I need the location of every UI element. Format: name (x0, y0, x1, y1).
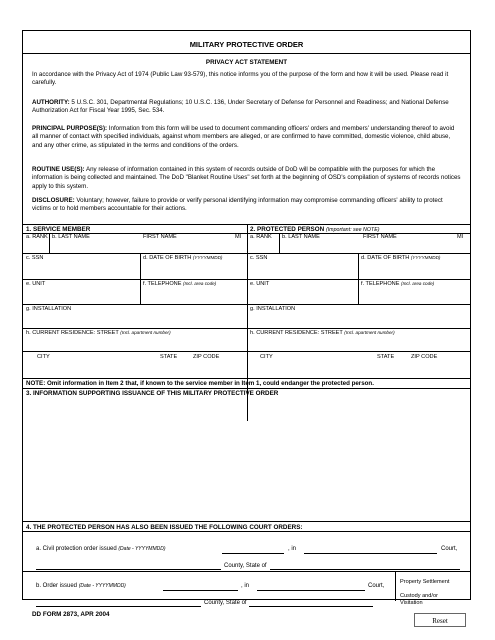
civil-order-date-field[interactable] (222, 553, 284, 554)
custody-visitation-label: Custody and/or Visitation (400, 593, 438, 606)
purpose-paragraph: PRINCIPAL PURPOSE(S): Information from this form will be used to document commanding officers' orders and members' understanding thereof to avoid all manner of contact with specified individuals, against whom members are alleged, or are confirmed to have committed, domestic violence, child abuse, and any other crime, as stipulated in the terms and conditions of the orders. (32, 125, 455, 149)
cell-divider (358, 279, 359, 304)
divider (23, 531, 470, 532)
divider (23, 388, 470, 389)
section3-title: 3. INFORMATION SUPPORTING ISSUANCE OF THIS MILITARY PROTECTIVE ORDER (26, 390, 279, 397)
divider (23, 304, 470, 305)
note-text: NOTE: Omit information in Item 2 that, if known to the service member in Item 1, could endanger the protected person. (26, 380, 374, 387)
in-text: , in (241, 583, 250, 589)
reset-button[interactable]: Reset (414, 613, 466, 627)
s2-rank-label: a. RANK (250, 234, 272, 240)
order-court-field[interactable] (257, 590, 365, 591)
section4-title: 4. THE PROTECTED PERSON HAS ALSO BEEN ISSUED THE FOLLOWING COURT ORDERS: (26, 524, 303, 531)
s1-residence-label: h. CURRENT RESIDENCE: STREET (Incl. apartment number) (26, 330, 171, 336)
s1-city-label: CITY (37, 354, 50, 360)
s2-mi-label: MI (457, 234, 464, 240)
s2-dob-label: d. DATE OF BIRTH (YYYYMMDD) (361, 255, 441, 261)
order-state-field[interactable] (249, 606, 373, 607)
cell-divider (140, 253, 141, 279)
divider (23, 378, 470, 379)
s2-state-label: STATE (377, 354, 395, 360)
court-order-b-label: b. Order issued (Date - YYYYMMDD) (36, 583, 126, 589)
divider (23, 571, 470, 572)
civil-order-court-field[interactable] (304, 553, 437, 554)
divider (23, 253, 470, 254)
cell-divider (279, 233, 280, 253)
s1-ssn-label: c. SSN (26, 255, 44, 261)
civil-order-county-field[interactable] (36, 569, 221, 570)
s2-last-name-label: b. LAST NAME (282, 234, 320, 240)
county-state-text: County, State of (204, 600, 247, 606)
privacy-act-title: PRIVACY ACT STATEMENT (205, 59, 288, 66)
civil-order-state-field[interactable] (270, 569, 460, 570)
divider (23, 233, 470, 234)
divider (23, 53, 470, 54)
s2-first-name-label: FIRST NAME (363, 234, 397, 240)
s1-first-name-label: FIRST NAME (143, 234, 177, 240)
cell-divider (395, 571, 396, 601)
s2-zip-label: ZIP CODE (411, 354, 438, 360)
section1-title: 1. SERVICE MEMBER (26, 226, 91, 233)
property-settlement-label: Property Settlement (400, 579, 450, 585)
form-id: DD FORM 2873, APR 2004 (32, 611, 110, 618)
divider (23, 328, 470, 329)
divider (23, 521, 470, 522)
in-text: , in (288, 546, 297, 552)
order-date-field[interactable] (163, 590, 238, 591)
s1-dob-label: d. DATE OF BIRTH (YYYYMMDD) (143, 255, 223, 261)
intro-paragraph: In accordance with the Privacy Act of 1974 (Public Law 93-579), this notice informs you of the purpose of the form and how it will be used. Please read it carefully. (32, 71, 449, 87)
s2-telephone-label: f. TELEPHONE (Incl. area code) (361, 281, 435, 287)
cell-divider (140, 279, 141, 304)
order-county-field[interactable] (36, 606, 201, 607)
s2-ssn-label: c. SSN (250, 255, 268, 261)
court-order-a-label: a. Civil protection order issued (Date - YYYYMMDD) (36, 546, 166, 552)
s2-unit-label: e. UNIT (250, 281, 270, 287)
form-page (22, 30, 471, 606)
s1-installation-label: g. INSTALLATION (26, 306, 72, 312)
routine-use-paragraph: ROUTINE USE(S): Any release of information contained in this system of records outside of DoD will be compatible with the purposes for which the information is being collected and maintained. The DoD "Blanket Routine Uses" set forth at the beginning of OSD's compilation of systems of records notices apply to this system. (32, 166, 461, 190)
authority-paragraph: AUTHORITY: 5 U.S.C. 301, Departmental Regulations; 10 U.S.C. 136, Under Secretary of Defense for Personnel and Readiness; and National Defense Authorization Act for Fiscal Year 1995, Sec. 534. (32, 99, 449, 115)
form-title: MILITARY PROTECTIVE ORDER (189, 40, 304, 49)
s1-last-name-label: b. LAST NAME (52, 234, 90, 240)
divider (23, 279, 470, 280)
disclosure-paragraph: DISCLOSURE: Voluntary; however, failure to provide or verify personal identifying information may compromise commanding officers' ability to protect victims or to hold members accountable for their actions. (32, 197, 443, 213)
s2-city-label: CITY (260, 354, 273, 360)
s1-zip-label: ZIP CODE (193, 354, 220, 360)
divider (23, 351, 470, 352)
section2-title: 2. PROTECTED PERSON (Important: see NOTE) (250, 226, 380, 233)
cell-divider (358, 253, 359, 279)
cell-divider (49, 233, 50, 253)
s1-unit-label: e. UNIT (26, 281, 46, 287)
s1-telephone-label: f. TELEPHONE (Incl. area code) (143, 281, 217, 287)
s1-rank-label: a. RANK (26, 234, 48, 240)
s1-state-label: STATE (160, 354, 178, 360)
court-text: Court, (441, 546, 458, 552)
s2-installation-label: g. INSTALLATION (250, 306, 296, 312)
court-text: Court, (368, 583, 385, 589)
s2-residence-label: h. CURRENT RESIDENCE: STREET (Incl. apartment number) (250, 330, 395, 336)
s1-mi-label: MI (235, 234, 242, 240)
county-state-text: County, State of (224, 563, 267, 569)
